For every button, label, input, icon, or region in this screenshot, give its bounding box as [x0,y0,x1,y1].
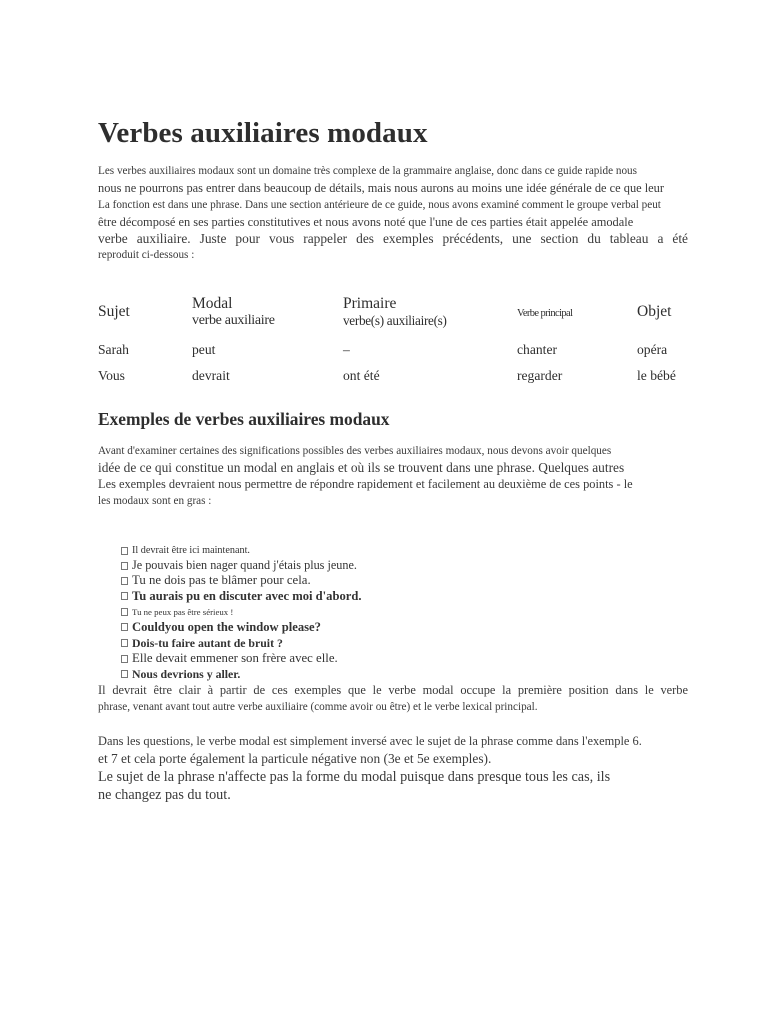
header-sujet [98,289,192,335]
bullet-box-icon [121,670,128,678]
example-text: Je pouvais bien nager quand j'étais plus jeune. [132,558,357,572]
header-objet [637,289,707,335]
paragraph-line: Le sujet de la phrase n'affecte pas la forme du modal puisque dans presque tous les cas, ils [98,769,611,785]
list-item [121,604,362,619]
table-cell: – [343,341,350,357]
list-item [121,573,362,588]
bullet-box-icon [121,577,128,585]
example-text: Couldyou open the window please? [132,619,321,634]
header-verbe-principal-label: Verbe principal [517,308,573,319]
example-text: Tu ne peux pas être sérieux ! [132,606,234,617]
table-header-row [98,289,707,335]
table-cell: chanter [517,341,557,357]
section-paragraph [98,443,688,510]
conclusion-paragraph [98,682,688,716]
table-cell: Vous [98,368,125,383]
table-cell: devrait [192,368,230,383]
paragraph-line: ne changez pas du tout. [98,787,231,803]
intro-line: être décomposé en ses parties constitutives et nous avons noté que l'une de ces parties était appelée amodale [98,215,634,229]
intro-paragraph [98,163,688,264]
table-cell: le bébé [637,368,676,383]
list-item [121,619,362,635]
table-cell: ont été [343,368,380,383]
bullet-box-icon [121,608,128,616]
header-modal-label: Modal [192,295,233,312]
paragraph-line: les modaux sont en gras : [98,495,212,507]
paragraph-line: et 7 et cela porte également la particule négative non (3e et 5e exemples). [98,751,492,766]
list-item [121,666,362,682]
bullet-box-icon [121,547,128,555]
intro-line: nous ne pourrons pas entrer dans beaucoup de détails, mais nous aurons au moins une idée générale de ce que leur [98,181,665,195]
intro-line: La fonction est dans une phrase. Dans une section antérieure de ce guide, nous avons examiné comment le groupe verbal peut [98,199,661,211]
list-item [121,558,362,573]
bullet-box-icon [121,562,128,570]
table-row [98,335,707,364]
paragraph-line: Il devrait être clair à partir de ces exemples que le verbe modal occupe la première position dans le verbe [98,683,688,697]
header-objet-label: Objet [637,303,672,320]
bullet-box-icon [121,655,128,663]
header-primaire-sub: verbe(s) auxiliaire(s) [343,313,447,328]
header-verbe-principal [517,289,637,335]
table-cell: regarder [517,368,563,383]
header-primaire [343,289,517,335]
list-item [121,543,362,558]
paragraph-line: Avant d'examiner certaines des significations possibles des verbes auxiliaires modaux, nous devons avoir quelques [98,445,612,457]
example-text: Elle devait emmener son frère avec elle. [132,651,338,665]
example-text: Tu ne dois pas te blâmer pour cela. [132,573,311,587]
verb-group-table [98,289,707,388]
examples-list [121,543,362,682]
list-item [121,635,362,651]
intro-line: verbe auxiliaire. Juste pour vous rappeler des exemples précédents, une section du tableau a été [98,231,688,246]
table-cell: opéra [637,341,668,357]
page-title: Verbes auxiliaires modaux [98,117,428,149]
paragraph-line: idée de ce qui constitue un modal en anglais et où ils se trouvent dans une phrase. Quelques autres [98,460,625,475]
bullet-box-icon [121,592,128,600]
paragraph-line: Dans les questions, le verbe modal est simplement inversé avec le sujet de la phrase comme dans l'exemple 6. [98,734,642,748]
section-heading: Exemples de verbes auxiliaires modaux [98,409,390,429]
example-text: Dois-tu faire autant de bruit ? [132,635,283,650]
questions-paragraph [98,733,718,804]
list-item [121,588,362,604]
bullet-box-icon [121,639,128,647]
bullet-box-icon [121,623,128,631]
header-modal [192,289,343,335]
header-primaire-label: Primaire [343,295,397,312]
paragraph-line: phrase, venant avant tout autre verbe auxiliaire (comme avoir ou être) et le verbe lexical principal. [98,701,538,713]
example-text: Nous devrions y aller. [132,666,241,681]
paragraph-line: Les exemples devraient nous permettre de répondre rapidement et facilement au deuxième de ces points - le [98,477,633,491]
example-text: Tu aurais pu en discuter avec moi d'abord. [132,588,362,603]
table-cell: Sarah [98,341,129,357]
example-text: Il devrait être ici maintenant. [132,545,250,556]
list-item [121,651,362,666]
table-cell: peut [192,341,216,357]
header-sujet-label: Sujet [98,303,130,320]
table-row [98,364,707,388]
intro-line: Les verbes auxiliaires modaux sont un domaine très complexe de la grammaire anglaise, donc dans ce guide rapide nous [98,165,637,177]
intro-line: reproduit ci-dessous : [98,249,195,261]
header-modal-sub: verbe auxiliaire [192,313,275,328]
